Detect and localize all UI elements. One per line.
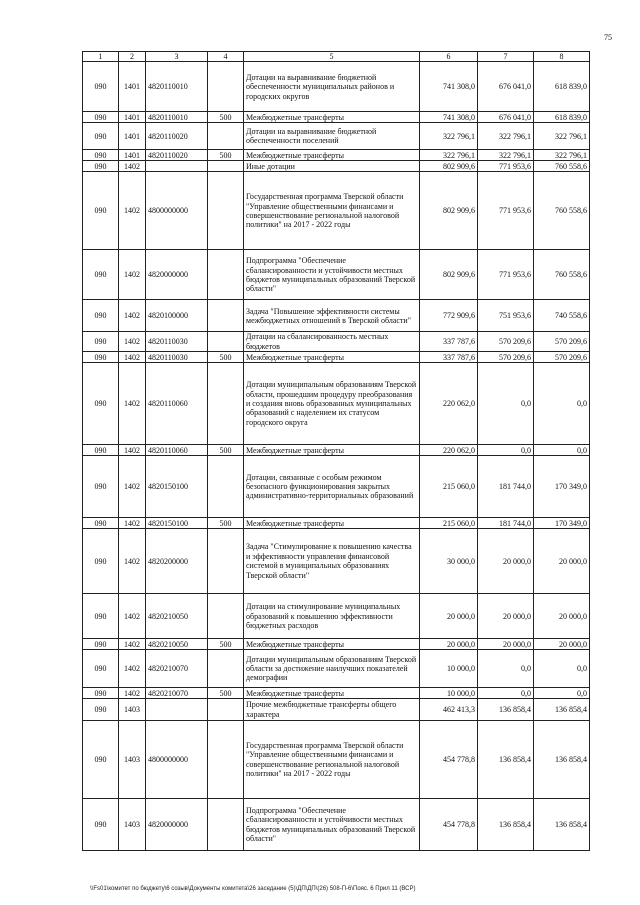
- cell-grbs: 090: [83, 518, 119, 529]
- cell-target-article: 4820110030: [146, 332, 208, 352]
- cell-amount-year3: 20 000,0: [534, 639, 590, 650]
- table-row: [83, 699, 590, 721]
- cell-amount-year2: 0,0: [478, 363, 534, 445]
- cell-amount-year1: 215 060,0: [420, 518, 478, 529]
- cell-target-article: 4820200000: [146, 529, 208, 594]
- cell-grbs: 090: [83, 112, 119, 123]
- cell-description: Прочие межбюджетные трансферты общего характера: [244, 699, 420, 721]
- cell-amount-year2: 771 953,6: [478, 250, 534, 300]
- cell-amount-year3: 570 209,6: [534, 352, 590, 363]
- cell-amount-year1: 741 308,0: [420, 112, 478, 123]
- cell-grbs: 090: [83, 172, 119, 250]
- cell-grbs: 090: [83, 529, 119, 594]
- cell-description: Иные дотации: [244, 161, 420, 172]
- cell-section: 1402: [119, 688, 146, 699]
- cell-amount-year1: 322 796,1: [420, 123, 478, 150]
- table-row: [83, 332, 590, 352]
- column-number: 1: [83, 52, 119, 62]
- cell-target-article: 4820110020: [146, 150, 208, 161]
- cell-section: 1402: [119, 518, 146, 529]
- cell-amount-year2: 751 953,6: [478, 300, 534, 332]
- cell-amount-year1: 30 000,0: [420, 529, 478, 594]
- cell-amount-year3: 0,0: [534, 688, 590, 699]
- cell-section: 1402: [119, 445, 146, 456]
- cell-amount-year1: 220 062,0: [420, 445, 478, 456]
- cell-description: Подпрограмма "Обеспечение сбалансированности и устойчивости местных бюджетов муниципальных образований Тверской области": [244, 799, 420, 851]
- cell-target-article: 4820100000: [146, 300, 208, 332]
- cell-amount-year3: 20 000,0: [534, 594, 590, 639]
- cell-amount-year1: 337 787,6: [420, 352, 478, 363]
- cell-expense-type: [208, 250, 244, 300]
- cell-section: 1402: [119, 363, 146, 445]
- cell-expense-type: 500: [208, 112, 244, 123]
- cell-description: Государственная программа Тверской области "Управление общественными финансами и совершенствование региональной налоговой политики" на 2017 - 2022 годы: [244, 172, 420, 250]
- cell-amount-year3: 618 839,0: [534, 112, 590, 123]
- cell-amount-year1: 322 796,1: [420, 150, 478, 161]
- cell-expense-type: [208, 332, 244, 352]
- table-row: [83, 456, 590, 518]
- cell-grbs: 090: [83, 363, 119, 445]
- cell-grbs: 090: [83, 594, 119, 639]
- cell-grbs: 090: [83, 721, 119, 799]
- cell-amount-year1: 462 413,3: [420, 699, 478, 721]
- cell-target-article: [146, 699, 208, 721]
- column-number: 2: [119, 52, 146, 62]
- cell-amount-year3: 740 558,6: [534, 300, 590, 332]
- table-row: [83, 352, 590, 363]
- table-row: [83, 250, 590, 300]
- cell-expense-type: [208, 594, 244, 639]
- table-row: [83, 721, 590, 799]
- cell-expense-type: [208, 721, 244, 799]
- cell-section: 1401: [119, 123, 146, 150]
- page-number: 75: [604, 33, 612, 42]
- cell-amount-year1: 10 000,0: [420, 688, 478, 699]
- cell-expense-type: [208, 161, 244, 172]
- cell-description: Дотации муниципальным образованиям Тверской области, прошедшим процедуру преобразования и создания вновь образованных муниципальных образований с наделением их статусом городского округа: [244, 363, 420, 445]
- cell-description: Задача "Повышение эффективности системы межбюджетных отношений в Тверской области": [244, 300, 420, 332]
- table-row: [83, 161, 590, 172]
- cell-target-article: 4820210050: [146, 594, 208, 639]
- cell-amount-year1: 20 000,0: [420, 639, 478, 650]
- cell-amount-year3: 0,0: [534, 363, 590, 445]
- cell-expense-type: 500: [208, 150, 244, 161]
- cell-amount-year2: 136 858,4: [478, 699, 534, 721]
- cell-amount-year2: 20 000,0: [478, 639, 534, 650]
- cell-section: 1402: [119, 639, 146, 650]
- cell-description: Дотации муниципальным образованиям Тверской области за достижение наилучших показателей демографии: [244, 650, 420, 688]
- cell-grbs: 090: [83, 699, 119, 721]
- cell-amount-year1: 10 000,0: [420, 650, 478, 688]
- cell-grbs: 090: [83, 688, 119, 699]
- cell-target-article: 4820210050: [146, 639, 208, 650]
- table-row: [83, 150, 590, 161]
- cell-description: Дотации, связанные с особым режимом безопасного функционирования закрытых административно-территориальных образований: [244, 456, 420, 518]
- cell-amount-year2: 322 796,1: [478, 150, 534, 161]
- cell-description: Задача "Стимулирование к повышению качества и эффективности управления финансовой системой в муниципальных образованиях Тверской области": [244, 529, 420, 594]
- cell-amount-year2: 322 796,1: [478, 123, 534, 150]
- cell-target-article: 4820150100: [146, 456, 208, 518]
- cell-expense-type: 500: [208, 518, 244, 529]
- cell-target-article: 4820110010: [146, 62, 208, 112]
- cell-amount-year2: 181 744,0: [478, 518, 534, 529]
- cell-expense-type: [208, 529, 244, 594]
- cell-description: Межбюджетные трансферты: [244, 445, 420, 456]
- table-row: [83, 529, 590, 594]
- cell-grbs: 090: [83, 799, 119, 851]
- cell-target-article: 4820000000: [146, 250, 208, 300]
- cell-expense-type: [208, 650, 244, 688]
- cell-section: 1401: [119, 150, 146, 161]
- cell-expense-type: 500: [208, 352, 244, 363]
- column-number: 8: [534, 52, 590, 62]
- cell-section: 1402: [119, 594, 146, 639]
- cell-section: 1402: [119, 352, 146, 363]
- cell-description: Дотации на сбалансированность местных бюджетов: [244, 332, 420, 352]
- cell-description: Межбюджетные трансферты: [244, 518, 420, 529]
- cell-grbs: 090: [83, 250, 119, 300]
- cell-amount-year2: 0,0: [478, 650, 534, 688]
- cell-grbs: 090: [83, 62, 119, 112]
- cell-section: 1401: [119, 112, 146, 123]
- cell-amount-year3: 136 858,4: [534, 799, 590, 851]
- cell-description: Государственная программа Тверской области "Управление общественными финансами и совершенствование региональной налоговой политики" на 2017 - 2022 годы: [244, 721, 420, 799]
- cell-amount-year1: 802 909,6: [420, 161, 478, 172]
- table-row: [83, 300, 590, 332]
- cell-amount-year2: 676 041,0: [478, 112, 534, 123]
- cell-target-article: 4820150100: [146, 518, 208, 529]
- column-number-row: [83, 52, 590, 62]
- cell-amount-year3: 760 558,6: [534, 172, 590, 250]
- cell-amount-year1: 20 000,0: [420, 594, 478, 639]
- cell-amount-year2: 181 744,0: [478, 456, 534, 518]
- table-row: [83, 62, 590, 112]
- cell-amount-year3: 20 000,0: [534, 529, 590, 594]
- table-row: [83, 172, 590, 250]
- cell-amount-year3: 760 558,6: [534, 250, 590, 300]
- cell-amount-year1: 802 909,6: [420, 250, 478, 300]
- cell-amount-year3: 322 796,1: [534, 150, 590, 161]
- cell-amount-year2: 0,0: [478, 688, 534, 699]
- cell-grbs: 090: [83, 639, 119, 650]
- table-row: [83, 123, 590, 150]
- cell-section: 1402: [119, 332, 146, 352]
- cell-amount-year1: 741 308,0: [420, 62, 478, 112]
- cell-section: 1402: [119, 529, 146, 594]
- cell-expense-type: 500: [208, 688, 244, 699]
- column-number: 4: [208, 52, 244, 62]
- cell-amount-year2: 136 858,4: [478, 721, 534, 799]
- cell-amount-year3: 136 858,4: [534, 699, 590, 721]
- cell-section: 1403: [119, 721, 146, 799]
- cell-target-article: 4820210070: [146, 688, 208, 699]
- cell-amount-year3: 570 209,6: [534, 332, 590, 352]
- cell-description: Дотации на выравнивание бюджетной обеспеченности муниципальных районов и городских округов: [244, 62, 420, 112]
- cell-description: Межбюджетные трансферты: [244, 352, 420, 363]
- table-row: [83, 594, 590, 639]
- cell-grbs: 090: [83, 300, 119, 332]
- cell-description: Дотации на стимулирование муниципальных образований к повышению эффективности бюджетных расходов: [244, 594, 420, 639]
- table-row: [83, 445, 590, 456]
- table-row: [83, 112, 590, 123]
- cell-amount-year1: 337 787,6: [420, 332, 478, 352]
- cell-section: 1402: [119, 161, 146, 172]
- column-number: 3: [146, 52, 208, 62]
- cell-expense-type: [208, 363, 244, 445]
- cell-amount-year2: 570 209,6: [478, 332, 534, 352]
- cell-description: Межбюджетные трансферты: [244, 112, 420, 123]
- cell-amount-year2: 771 953,6: [478, 161, 534, 172]
- cell-grbs: 090: [83, 150, 119, 161]
- cell-section: 1401: [119, 62, 146, 112]
- cell-grbs: 090: [83, 650, 119, 688]
- cell-grbs: 090: [83, 161, 119, 172]
- cell-target-article: 4820000000: [146, 799, 208, 851]
- cell-expense-type: [208, 172, 244, 250]
- column-number: 6: [420, 52, 478, 62]
- cell-target-article: [146, 161, 208, 172]
- budget-table: [82, 51, 590, 851]
- cell-section: 1402: [119, 300, 146, 332]
- cell-section: 1403: [119, 799, 146, 851]
- column-number: 5: [244, 52, 420, 62]
- cell-amount-year2: 570 209,6: [478, 352, 534, 363]
- cell-amount-year1: 454 778,8: [420, 721, 478, 799]
- cell-amount-year3: 0,0: [534, 650, 590, 688]
- table-row: [83, 518, 590, 529]
- table-row: [83, 639, 590, 650]
- table-row: [83, 363, 590, 445]
- cell-section: 1402: [119, 650, 146, 688]
- cell-section: 1402: [119, 172, 146, 250]
- cell-amount-year1: 215 060,0: [420, 456, 478, 518]
- cell-section: 1403: [119, 699, 146, 721]
- cell-amount-year2: 20 000,0: [478, 529, 534, 594]
- column-number: 7: [478, 52, 534, 62]
- cell-amount-year2: 0,0: [478, 445, 534, 456]
- cell-amount-year3: 170 349,0: [534, 518, 590, 529]
- cell-expense-type: [208, 699, 244, 721]
- file-path-footer: \\Fs01\комитет по бюджету\6 созыв\Документы комитета\26 заседание (5)\ДП\ДП\(26) 508-П-6\Пояс. 6 Прил 11 (ВСР): [90, 886, 416, 892]
- cell-amount-year2: 20 000,0: [478, 594, 534, 639]
- cell-target-article: 4800000000: [146, 172, 208, 250]
- cell-target-article: 4820110030: [146, 352, 208, 363]
- cell-description: Межбюджетные трансферты: [244, 688, 420, 699]
- cell-grbs: 090: [83, 456, 119, 518]
- cell-section: 1402: [119, 456, 146, 518]
- cell-expense-type: 500: [208, 445, 244, 456]
- cell-expense-type: [208, 456, 244, 518]
- cell-expense-type: [208, 62, 244, 112]
- cell-amount-year3: 760 558,6: [534, 161, 590, 172]
- cell-amount-year3: 322 796,1: [534, 123, 590, 150]
- cell-expense-type: [208, 300, 244, 332]
- cell-amount-year1: 802 909,6: [420, 172, 478, 250]
- cell-target-article: 4820110010: [146, 112, 208, 123]
- cell-amount-year2: 676 041,0: [478, 62, 534, 112]
- cell-description: Межбюджетные трансферты: [244, 150, 420, 161]
- cell-section: 1402: [119, 250, 146, 300]
- cell-target-article: 4820110060: [146, 363, 208, 445]
- cell-grbs: 090: [83, 445, 119, 456]
- cell-target-article: 4820110060: [146, 445, 208, 456]
- table-row: [83, 650, 590, 688]
- cell-amount-year2: 771 953,6: [478, 172, 534, 250]
- cell-target-article: 4820110020: [146, 123, 208, 150]
- cell-amount-year1: 220 062,0: [420, 363, 478, 445]
- table-body: [83, 52, 590, 851]
- cell-grbs: 090: [83, 332, 119, 352]
- cell-description: Межбюджетные трансферты: [244, 639, 420, 650]
- cell-amount-year1: 454 778,8: [420, 799, 478, 851]
- cell-amount-year1: 772 909,6: [420, 300, 478, 332]
- cell-expense-type: [208, 799, 244, 851]
- cell-amount-year3: 170 349,0: [534, 456, 590, 518]
- cell-amount-year3: 0,0: [534, 445, 590, 456]
- cell-description: Дотации на выравнивание бюджетной обеспеченности поселений: [244, 123, 420, 150]
- table-row: [83, 688, 590, 699]
- cell-expense-type: 500: [208, 639, 244, 650]
- table-row: [83, 799, 590, 851]
- cell-grbs: 090: [83, 352, 119, 363]
- cell-grbs: 090: [83, 123, 119, 150]
- cell-amount-year2: 136 858,4: [478, 799, 534, 851]
- cell-amount-year3: 618 839,0: [534, 62, 590, 112]
- cell-description: Подпрограмма "Обеспечение сбалансированности и устойчивости местных бюджетов муниципальных образований Тверской области": [244, 250, 420, 300]
- cell-target-article: 4800000000: [146, 721, 208, 799]
- cell-amount-year3: 136 858,4: [534, 721, 590, 799]
- cell-expense-type: [208, 123, 244, 150]
- cell-target-article: 4820210070: [146, 650, 208, 688]
